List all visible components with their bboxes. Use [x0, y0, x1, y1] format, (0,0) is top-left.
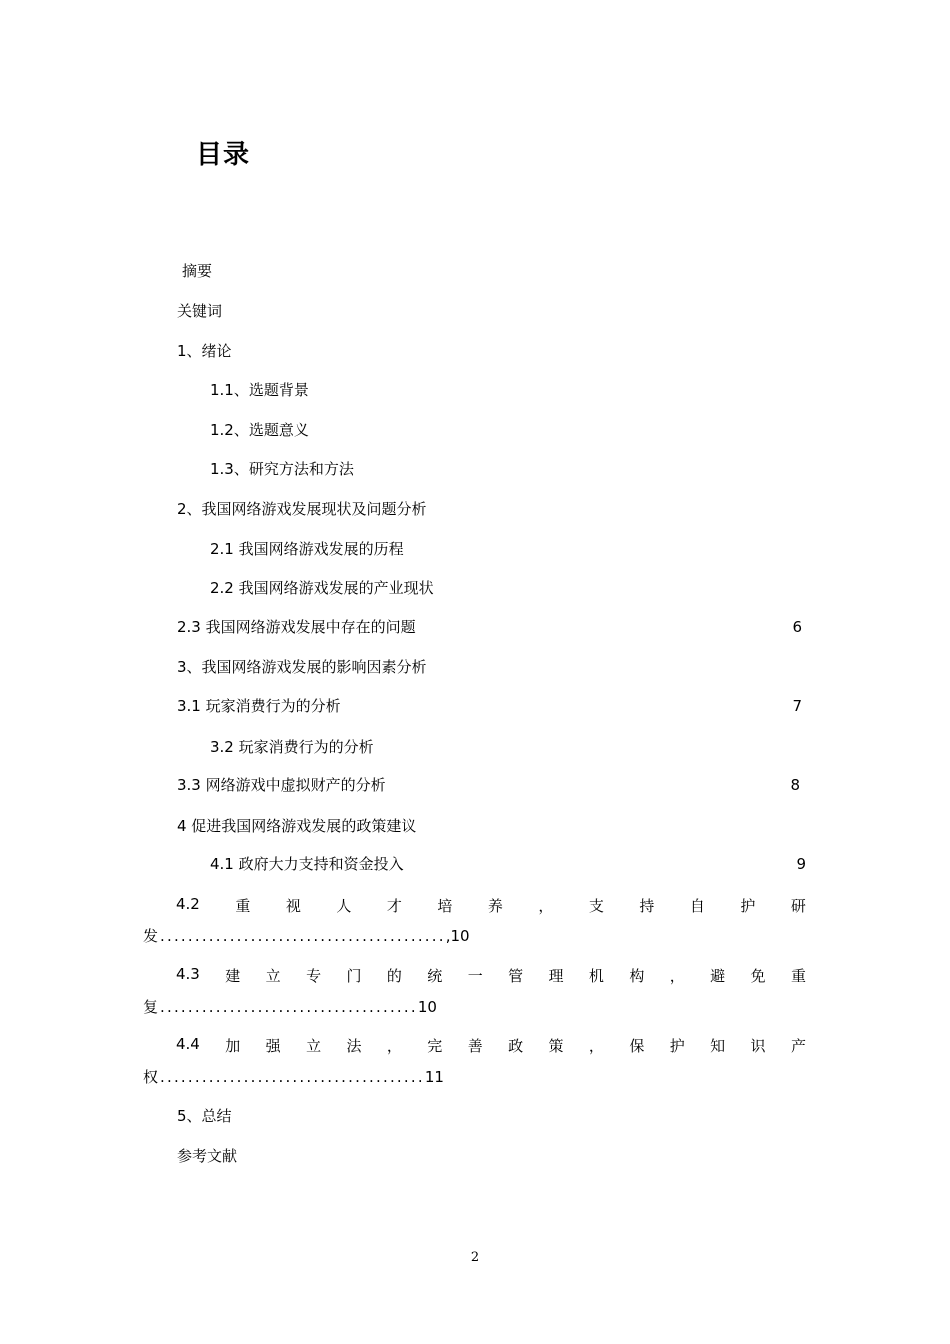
toc-entry-label: 发 [143, 927, 159, 945]
toc-token: 机 [588, 967, 604, 985]
toc-entry-label: 权 [143, 1068, 159, 1086]
toc-token: 知 [710, 1037, 726, 1055]
toc-token: 4.2 [176, 895, 200, 913]
toc-entry-3[interactable] [177, 656, 806, 678]
toc-token: 立 [306, 1037, 322, 1055]
toc-entry-label: 2.1 我国网络游戏发展的历程 [210, 540, 404, 558]
toc-token: 避 [710, 967, 726, 985]
dot-leader [310, 394, 805, 395]
dot-leader [405, 868, 796, 869]
toc-token: 持 [639, 897, 655, 915]
toc-token: 护 [740, 897, 756, 915]
toc-entry-4-1[interactable] [210, 853, 806, 875]
toc-entry-label: 2、我国网络游戏发展现状及问题分析 [177, 500, 427, 518]
toc-entry-label: 3.1 玩家消费行为的分析 [177, 697, 341, 715]
toc-entry-2-1[interactable] [210, 538, 806, 560]
toc-token: 管 [508, 967, 524, 985]
dot-leader [310, 434, 805, 435]
toc-token: 支 [588, 897, 604, 915]
toc-entry-label: 1.1、选题背景 [210, 381, 309, 399]
toc-entry-abstract[interactable] [182, 260, 806, 282]
toc-entry-4-2-line2[interactable] [143, 925, 470, 946]
toc-token: 专 [306, 967, 322, 985]
toc-token: 的 [386, 967, 402, 985]
toc-token: 重 [235, 897, 251, 915]
toc-entry-label: 复 [143, 998, 159, 1016]
toc-token: 才 [386, 897, 402, 915]
toc-token: 统 [427, 967, 443, 985]
toc-page-number: ,10 [445, 927, 470, 945]
toc-entry-3-1[interactable] [177, 695, 802, 717]
toc-entry-4[interactable] [177, 815, 806, 837]
dot-leader [428, 671, 805, 672]
toc-entry-label: 2.3 我国网络游戏发展中存在的问题 [177, 618, 416, 636]
toc-entry-keywords[interactable] [177, 300, 806, 322]
toc-token: 建 [225, 967, 241, 985]
dot-leader [375, 751, 805, 752]
toc-entry-4-4-line1[interactable] [176, 1035, 806, 1056]
toc-entry-3-2[interactable] [210, 736, 806, 758]
toc-entry-4-2-line1[interactable] [176, 895, 806, 916]
toc-entry-label: 3.2 玩家消费行为的分析 [210, 738, 374, 756]
toc-entry-4-4-line2[interactable] [143, 1066, 444, 1087]
toc-token: 识 [750, 1037, 766, 1055]
dot-leader [417, 830, 805, 831]
toc-page-number: 9 [796, 855, 806, 873]
toc-entry-label: 1、绪论 [177, 342, 232, 360]
toc-token: 视 [285, 897, 301, 915]
toc-entry-label: 摘要 [182, 262, 213, 280]
toc-entry-1-1[interactable] [210, 379, 806, 401]
toc-token: 人 [336, 897, 352, 915]
toc-entry-label: 1.3、研究方法和方法 [210, 460, 354, 478]
toc-entry-label: 关键词 [177, 302, 223, 320]
dot-leader [223, 315, 805, 316]
toc-token: ， [588, 1037, 604, 1055]
toc-entry-2-3[interactable] [177, 616, 802, 638]
dot-leader: ...................................... [160, 1068, 425, 1086]
toc-token: 理 [548, 967, 564, 985]
toc-page-number: 7 [792, 697, 802, 715]
toc-token: 免 [750, 967, 766, 985]
dot-leader [342, 710, 792, 711]
page-number: 2 [470, 1250, 480, 1265]
toc-token: 4.3 [176, 965, 200, 983]
toc-entry-label: 4 促进我国网络游戏发展的政策建议 [177, 817, 417, 835]
toc-page-number: 6 [792, 618, 802, 636]
toc-entry-5[interactable] [177, 1105, 806, 1127]
toc-token: 产 [790, 1037, 806, 1055]
dot-leader [435, 592, 805, 593]
toc-token: 政 [508, 1037, 524, 1055]
toc-entry-3-3[interactable] [177, 774, 800, 796]
toc-token: ， [669, 967, 685, 985]
toc-entry-4-3-line2[interactable] [143, 996, 437, 1017]
toc-token: 完 [427, 1037, 443, 1055]
dot-leader [233, 355, 805, 356]
toc-entry-label: 3.3 网络游戏中虚拟财产的分析 [177, 776, 386, 794]
dot-leader [233, 1120, 805, 1121]
toc-token: 一 [467, 967, 483, 985]
toc-entry-1-2[interactable] [210, 419, 806, 441]
dot-leader: ..................................... [160, 998, 418, 1016]
dot-leader [238, 1160, 805, 1161]
toc-token: 法 [346, 1037, 362, 1055]
toc-token: 策 [548, 1037, 564, 1055]
toc-page-number: 11 [424, 1068, 444, 1086]
toc-token: 自 [689, 897, 705, 915]
toc-token: ， [538, 897, 554, 915]
toc-token: 培 [437, 897, 453, 915]
toc-token: 加 [225, 1037, 241, 1055]
toc-token: 研 [790, 897, 806, 915]
toc-entry-references[interactable] [177, 1145, 806, 1167]
toc-token: 立 [265, 967, 281, 985]
toc-token: 重 [790, 967, 806, 985]
toc-entry-2-2[interactable] [210, 577, 806, 599]
toc-page-number: 8 [790, 776, 800, 794]
toc-token: 养 [487, 897, 503, 915]
toc-entry-label: 5、总结 [177, 1107, 232, 1125]
dot-leader [405, 553, 805, 554]
toc-token: ， [386, 1037, 402, 1055]
dot-leader [355, 473, 805, 474]
toc-token: 4.4 [176, 1035, 200, 1053]
toc-token: 护 [669, 1037, 685, 1055]
toc-entry-1[interactable] [177, 340, 806, 362]
toc-page-number: 10 [417, 998, 437, 1016]
dot-leader: ......................................... [160, 927, 446, 945]
toc-entry-label: 1.2、选题意义 [210, 421, 309, 439]
toc-entry-1-3[interactable] [210, 458, 806, 480]
toc-entry-2[interactable] [177, 498, 806, 520]
toc-token: 构 [629, 967, 645, 985]
toc-token: 善 [467, 1037, 483, 1055]
toc-token: 门 [346, 967, 362, 985]
dot-leader [213, 275, 805, 276]
dot-leader [417, 631, 792, 632]
toc-entry-label: 3、我国网络游戏发展的影响因素分析 [177, 658, 427, 676]
dot-leader [428, 513, 805, 514]
toc-entry-label: 参考文献 [177, 1147, 238, 1165]
toc-token: 保 [629, 1037, 645, 1055]
toc-entry-4-3-line1[interactable] [176, 965, 806, 986]
toc-entry-label: 4.1 政府大力支持和资金投入 [210, 855, 404, 873]
toc-title: 目录 [196, 140, 251, 170]
toc-entry-label: 2.2 我国网络游戏发展的产业现状 [210, 579, 434, 597]
toc-token: 强 [265, 1037, 281, 1055]
dot-leader [387, 789, 790, 790]
